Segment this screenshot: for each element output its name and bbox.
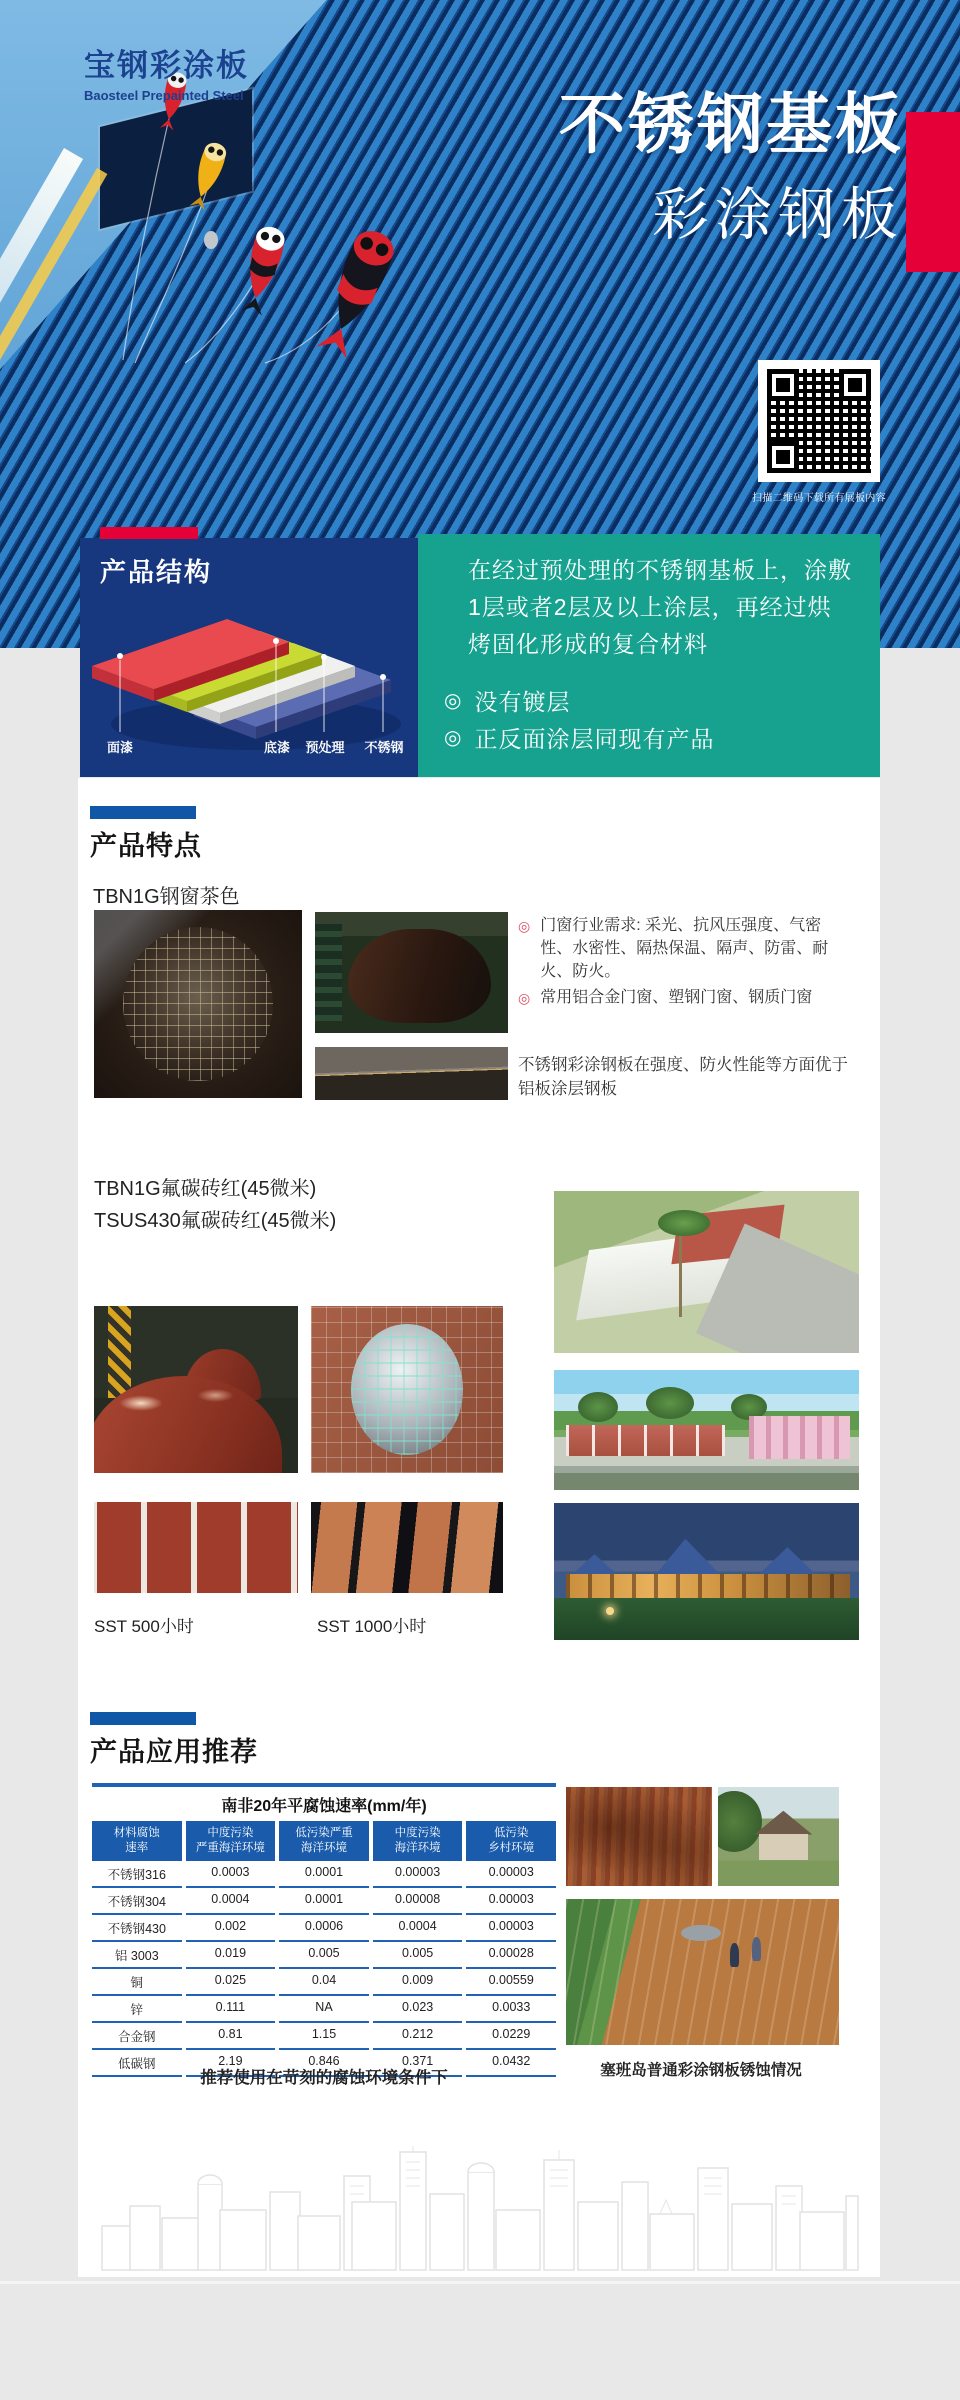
- sst-label-1000: SST 1000小时: [317, 1617, 427, 1636]
- photo-red-coil-factory: [94, 1306, 298, 1473]
- qr-code: [758, 360, 880, 482]
- table-cell: 0.0033: [466, 1996, 556, 2023]
- table-row: [92, 1888, 556, 1915]
- hero-title-line1: 不锈钢基板: [559, 87, 904, 161]
- section-bar: [90, 806, 196, 819]
- koi-red-black: [237, 224, 287, 317]
- features-subtitle: TBN1G钢窗茶色: [93, 886, 240, 908]
- structure-title: 产品结构: [100, 557, 213, 587]
- feature-bullet-1-label: 门窗行业需求: 采光、抗风压强度、气密性、水密性、隔热保温、隔声、防雷、耐火、防火。: [540, 917, 829, 981]
- layer-diagram: [86, 594, 412, 764]
- table-cell: 2.19: [186, 2050, 276, 2077]
- table-cell: 合金钢: [92, 2023, 182, 2050]
- feature-bullet-2-label: 常用铝合金门窗、塑钢门窗、钢质门窗: [540, 989, 813, 1006]
- table-cell: 铜: [92, 1969, 182, 1996]
- section-bar: [90, 1712, 196, 1725]
- table-cell: 锌: [92, 1996, 182, 2023]
- table-header-cell: 低污染 乡村环境: [466, 1821, 556, 1861]
- photo-building-render-night: [554, 1503, 859, 1640]
- table-cell: 0.111: [186, 1996, 276, 2023]
- hero-title: [559, 87, 904, 251]
- structure-bullet-1: [444, 684, 570, 717]
- table-row: [92, 1996, 556, 2023]
- brand-logo: [84, 40, 249, 103]
- table-cell: 0.0006: [279, 1915, 369, 1942]
- ring-bullet-icon: ◎: [444, 727, 463, 749]
- table-row: [92, 1915, 556, 1942]
- qr-caption: 扫描二维码下载所有展板内容: [752, 493, 886, 504]
- sst-label-500: SST 500小时: [94, 1617, 194, 1636]
- photo-red-dome-sample: [311, 1306, 503, 1473]
- table-cell: 0.025: [186, 1969, 276, 1996]
- structure-bullet-2: [444, 721, 714, 754]
- feature-bullet-1: [518, 914, 850, 983]
- feature-bullet-2: [518, 986, 850, 1009]
- table-cell: 0.0001: [279, 1861, 369, 1888]
- qr-finder-icon: [767, 369, 799, 401]
- table-header-cell: 中度污染 海洋环境: [373, 1821, 463, 1861]
- table-cell: 1.15: [279, 2023, 369, 2050]
- table-cell: 0.00008: [373, 1888, 463, 1915]
- table-cell: 不锈钢430: [92, 1915, 182, 1942]
- table-row: [92, 2023, 556, 2050]
- table-header-cell: 低污染严重 海洋环境: [279, 1821, 369, 1861]
- ring-bullet-icon: ◎: [444, 690, 463, 712]
- feature-note: 不锈钢彩涂钢板在强度、防火性能等方面优于铝板涂层钢板: [518, 1056, 848, 1098]
- table-cell: 0.00003: [466, 1861, 556, 1888]
- photo-copper-test-panels: [311, 1502, 503, 1593]
- ring-bullet-icon: ◎: [518, 990, 531, 1006]
- corrosion-table-body: [92, 1861, 556, 2077]
- table-cell: 0.005: [279, 1942, 369, 1969]
- structure-description: 在经过预处理的不锈钢基板上，涂敷1层或者2层及以上涂层，再经过烘烤固化形成的复合材料: [468, 557, 852, 657]
- table-cell: 0.0003: [186, 1861, 276, 1888]
- photo-building-render-aerial: [554, 1191, 859, 1353]
- photo-rusty-roof: [566, 1787, 712, 1886]
- corrosion-table-title: 南非20年平腐蚀速率(mm/年): [221, 1798, 427, 1815]
- card-underline: [0, 2281, 960, 2284]
- qr-finder-icon: [767, 441, 799, 473]
- table-cell: 不锈钢304: [92, 1888, 182, 1915]
- table-cell: 0.00028: [466, 1942, 556, 1969]
- structure-bullet-1-label: 没有镀层: [474, 689, 571, 715]
- layer-label-primer: 底漆: [263, 740, 291, 755]
- table-cell: 0.0001: [279, 1888, 369, 1915]
- hero-title-line2: 彩涂钢板: [652, 183, 904, 248]
- red-tab-accent: [100, 527, 198, 539]
- table-cell: 0.005: [373, 1942, 463, 1969]
- koi-yellow: [186, 140, 229, 212]
- photo-island-house: [718, 1787, 839, 1886]
- table-cell: 0.009: [373, 1969, 463, 1996]
- table-cell: 0.0432: [466, 2050, 556, 2077]
- table-cell: 0.0004: [373, 1915, 463, 1942]
- application-title: 产品应用推荐: [90, 1737, 258, 1767]
- table-cell: 0.846: [279, 2050, 369, 2077]
- table-header-cell: 材料腐蚀 速率: [92, 1821, 182, 1861]
- features-title: 产品特点: [90, 831, 202, 861]
- table-cell: 0.0004: [186, 1888, 276, 1915]
- photo-sheet-edge-macro: [315, 1047, 508, 1100]
- table-cell: 0.00003: [466, 1915, 556, 1942]
- photo-brown-coil-factory: [315, 912, 508, 1033]
- city-skyline-outline: [100, 2146, 860, 2272]
- table-cell: 0.00559: [466, 1969, 556, 1996]
- variant-label-1: TBN1G氟碳砖红(45微米): [94, 1178, 317, 1200]
- layer-label-topcoat: 面漆: [106, 740, 134, 755]
- koi-black-red: [312, 225, 400, 361]
- photo-red-test-panels: [94, 1502, 298, 1593]
- table-note: 推荐使用在苛刻的腐蚀环境条件下: [200, 2069, 448, 2087]
- brand-logo-en: Baosteel Prepainted Steel: [84, 88, 244, 103]
- table-cell: NA: [279, 1996, 369, 2023]
- brand-logo-cn: 宝钢彩涂板: [84, 48, 249, 83]
- red-accent-block: [906, 112, 960, 272]
- table-cell: 0.023: [373, 1996, 463, 2023]
- variant-label-2: TSUS430氟碳砖红(45微米): [94, 1210, 337, 1232]
- table-cell: 铝 3003: [92, 1942, 182, 1969]
- photo-caption: 塞班岛普通彩涂钢板锈蚀情况: [600, 2062, 802, 2079]
- table-cell: 0.04: [279, 1969, 369, 1996]
- table-row: [92, 1861, 556, 1888]
- table-cell: 0.00003: [373, 1861, 463, 1888]
- qr-finder-icon: [839, 369, 871, 401]
- photo-building-render-street: [554, 1370, 859, 1490]
- corrosion-table: [92, 1783, 556, 2077]
- table-cell: 0.019: [186, 1942, 276, 1969]
- table-cell: 低碳钢: [92, 2050, 182, 2077]
- table-row: [92, 1969, 556, 1996]
- corrosion-table-header: [92, 1821, 556, 1861]
- structure-bullet-2-label: 正反面涂层同现有产品: [474, 726, 715, 752]
- table-cell: 0.0229: [466, 2023, 556, 2050]
- photo-walkway: [566, 1899, 839, 2045]
- ring-bullet-icon: ◎: [518, 918, 531, 934]
- table-cell: 0.371: [373, 2050, 463, 2077]
- table-cell: 0.002: [186, 1915, 276, 1942]
- structure-description-panel: [418, 534, 880, 777]
- table-header-cell: 中度污染 严重海洋环境: [186, 1821, 276, 1861]
- table-cell: 0.00003: [466, 1888, 556, 1915]
- photo-tbend-sample-brown: [94, 910, 302, 1098]
- table-row: [92, 1942, 556, 1969]
- table-cell: 不锈钢316: [92, 1861, 182, 1888]
- table-cell: 0.81: [186, 2023, 276, 2050]
- table-cell: 0.212: [373, 2023, 463, 2050]
- layer-label-pretreatment: 预处理: [305, 740, 345, 755]
- layer-label-stainless: 不锈钢: [364, 740, 404, 755]
